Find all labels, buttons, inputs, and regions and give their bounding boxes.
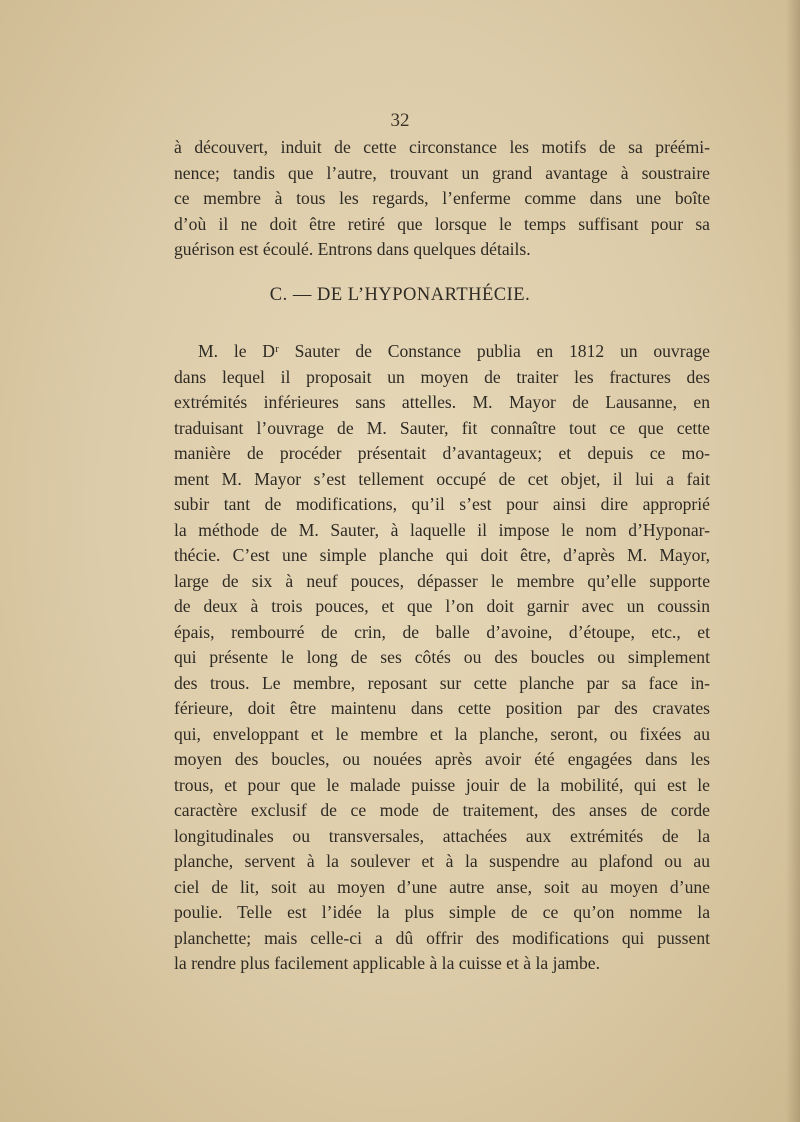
- text-line: guérison est écoulé. Entrons dans quelques détails.: [174, 239, 531, 259]
- text-line: d’où il ne doit être retiré que lorsque le temps suffisant pour sa: [174, 213, 710, 234]
- text-line: qui, enveloppant et le membre et la planche, seront, ou fixées au: [174, 723, 710, 744]
- text-line: la méthode de M. Sauter, à laquelle il impose le nom d’Hyponar-: [174, 519, 710, 540]
- text-line: ce membre à tous les regards, l’enferme comme dans une boîte: [174, 188, 710, 208]
- text-line: de deux à trois pouces, et que l’on doit garnir avec un coussin: [174, 596, 710, 616]
- text-line: à découvert, induit de cette circonstance les motifs de sa préémi-: [174, 137, 710, 157]
- text-line: épais, rembourré de crin, de balle d’avoine, d’étoupe, etc., et: [174, 621, 710, 642]
- text-line: traduisant l’ouvrage de M. Sauter, fit connaître tout ce que cette: [174, 417, 710, 438]
- text-line: la rendre plus facilement applicable à la cuisse et à la jambe.: [174, 953, 600, 973]
- text-line: planche, servent à la soulever et à la suspendre au plafond ou au: [174, 851, 710, 871]
- text-line: longitudinales ou transversales, attachées aux extrémités de la: [174, 825, 710, 846]
- text-line: nence; tandis que l’autre, trouvant un grand avantage à soustraire: [174, 162, 710, 183]
- text-line: large de six à neuf pouces, dépasser le membre qu’elle supporte: [174, 570, 710, 591]
- text-line: manière de procéder présentait d’avantageux; et depuis ce mo-: [174, 443, 710, 463]
- text-line: thécie. C’est une simple planche qui doit être, d’après M. Mayor,: [174, 545, 710, 565]
- text-line: subir tant de modifications, qu’il s’est pour ainsi dire approprié: [174, 494, 710, 514]
- text-line: ment M. Mayor s’est tellement occupé de cet objet, il lui a fait: [174, 468, 710, 489]
- paragraph-hyponarthecie: [174, 339, 710, 977]
- text-line: des trous. Le membre, reposant sur cette planche par sa face in-: [174, 672, 710, 693]
- text-line: trous, et pour que le malade puisse jouir de la mobilité, qui est le: [174, 774, 710, 795]
- text-line: extrémités inférieures sans attelles. M. Mayor de Lausanne, en: [174, 392, 710, 412]
- text-line: moyen des boucles, ou nouées après avoir été engagées dans les: [174, 749, 710, 769]
- text-line: dans lequel il proposait un moyen de traiter les fractures des: [174, 366, 710, 387]
- text-line: ciel de lit, soit au moyen d’une autre anse, soit au moyen d’une: [174, 876, 710, 897]
- text-line: planchette; mais celle-ci a dû offrir des modifications qui pussent: [174, 927, 710, 948]
- text-line: qui présente le long de ses côtés ou des boucles ou simplement: [174, 647, 710, 667]
- section-heading: C. — DE L’HYPONARTHÉCIE.: [269, 285, 531, 305]
- text-line: M. le Dʳ Sauter de Constance publia en 1812 un ouvrage: [198, 341, 710, 361]
- page-number: 32: [390, 110, 410, 131]
- text-line: poulie. Telle est l’idée la plus simple de ce qu’on nomme la: [174, 902, 710, 922]
- text-line: férieure, doit être maintenu dans cette position par des cravates: [174, 698, 710, 718]
- paragraph-continuation: [174, 135, 710, 263]
- text-line: caractère exclusif de ce mode de traitement, des anses de corde: [174, 800, 710, 820]
